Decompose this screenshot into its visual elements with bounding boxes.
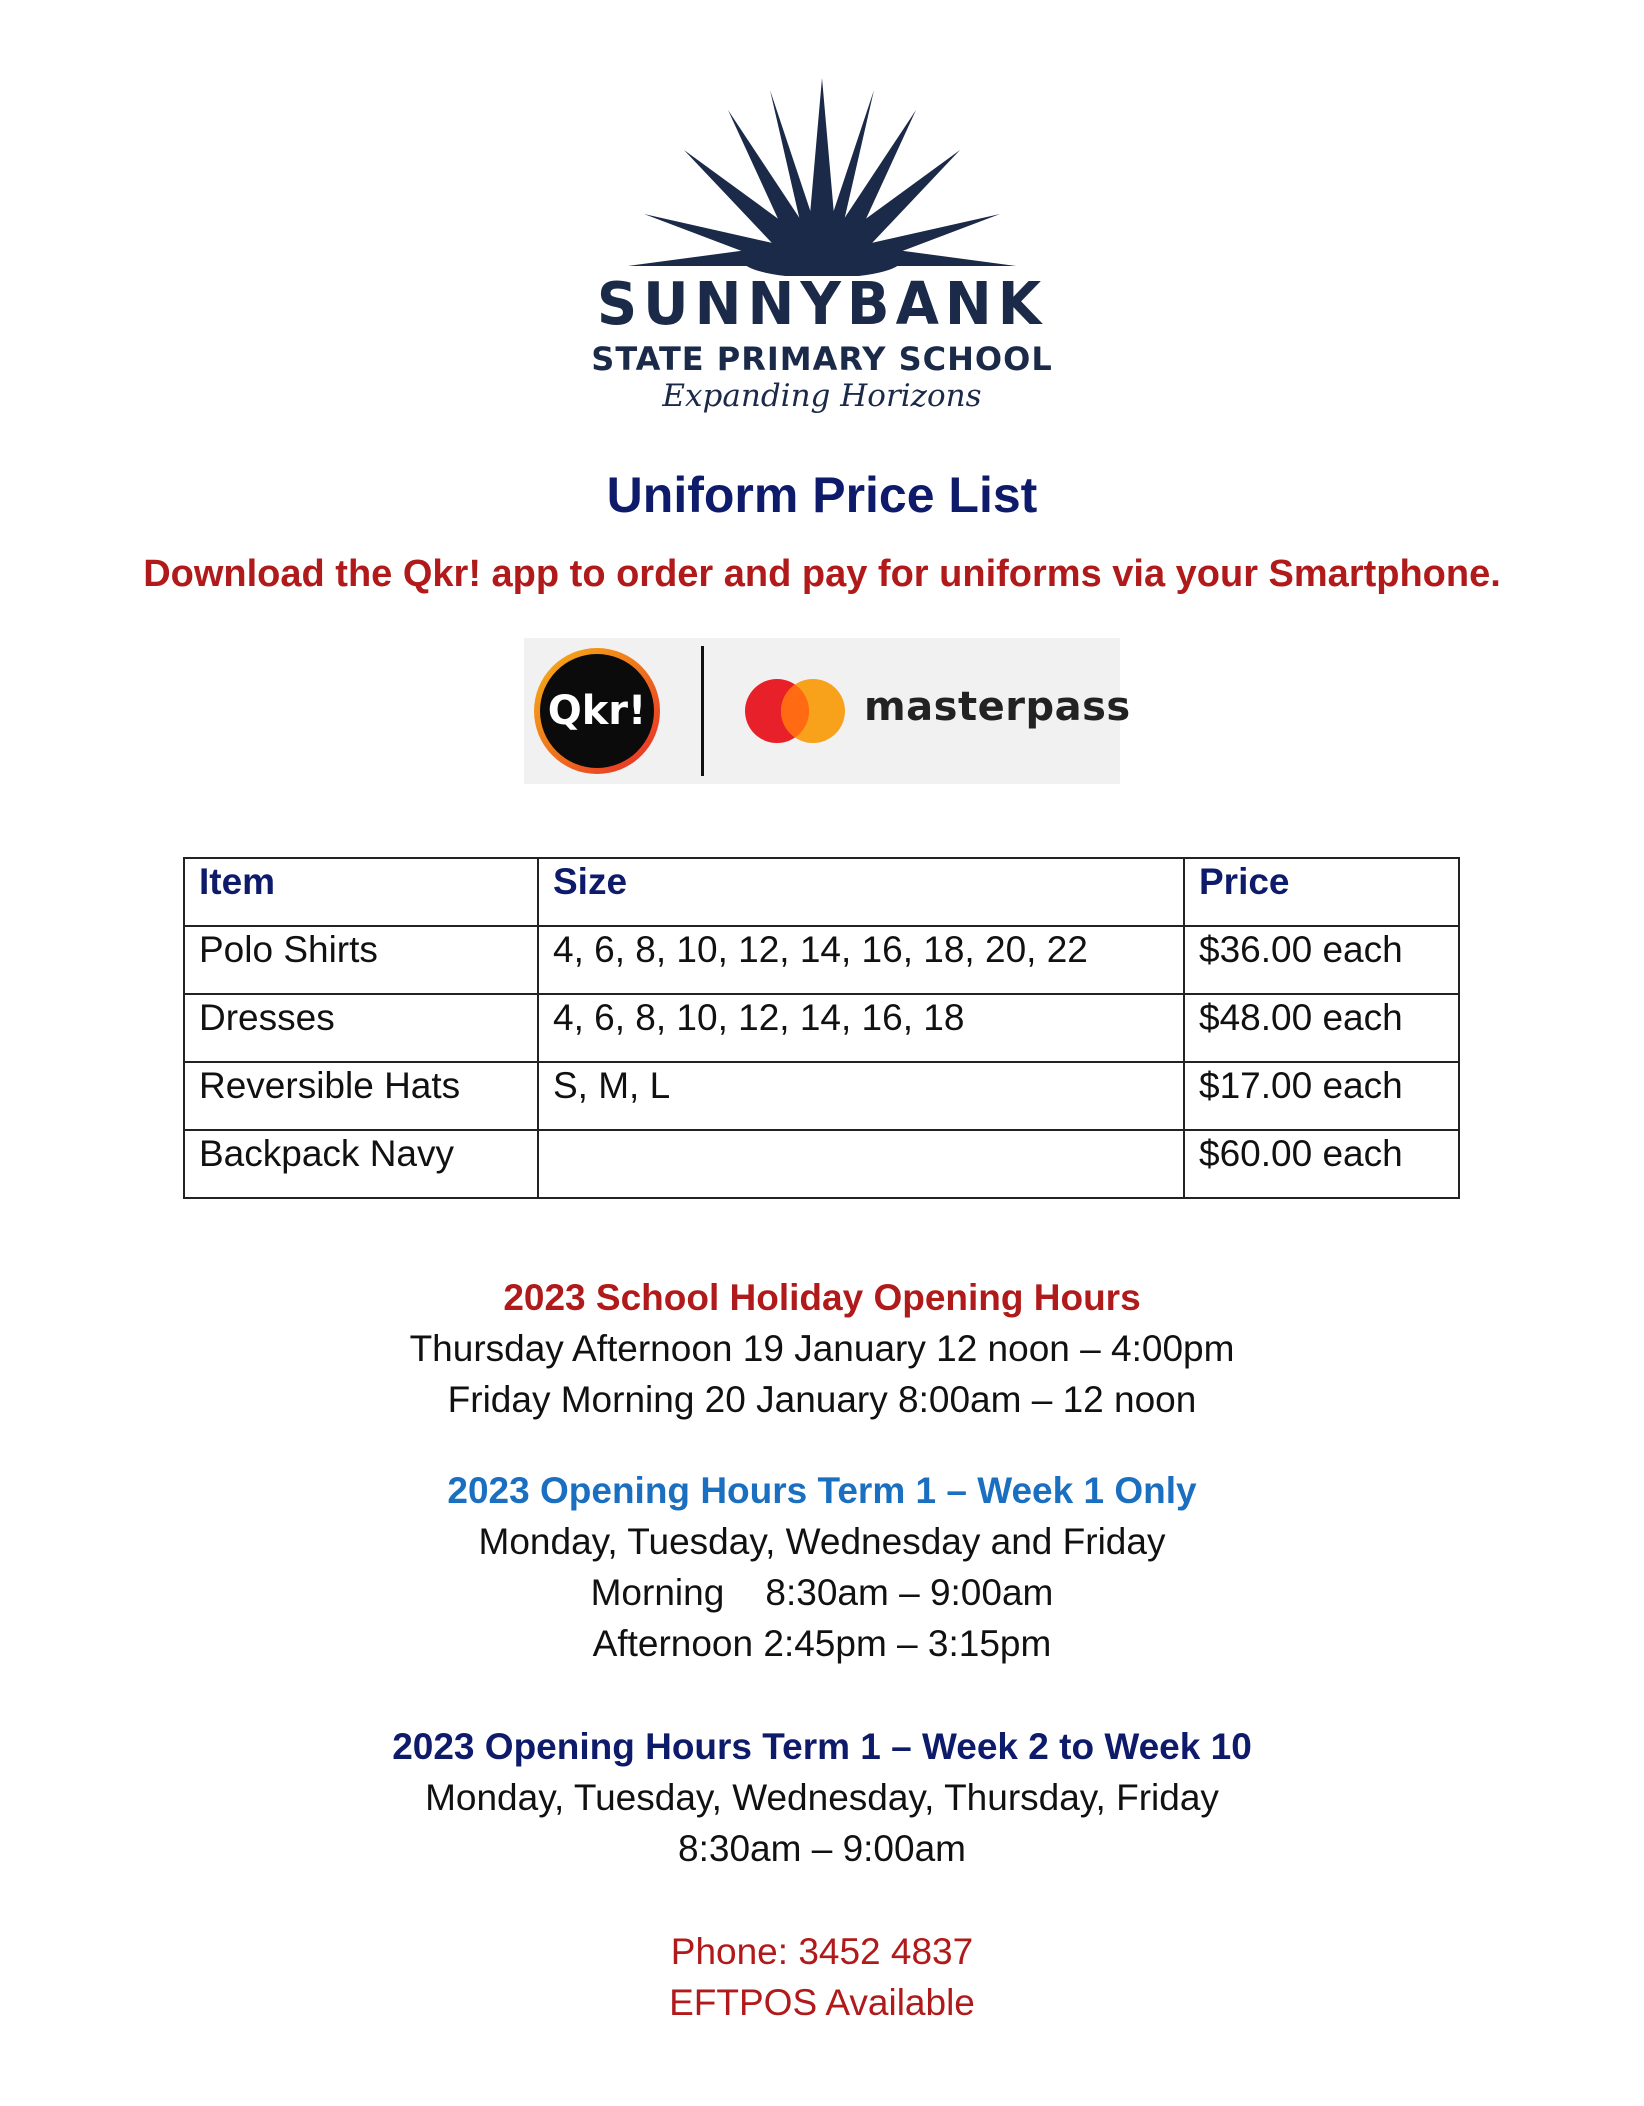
eftpos-note: EFTPOS Available [669, 1982, 975, 2023]
cell-price: $60.00 each [1184, 1130, 1459, 1198]
cell-item: Polo Shirts [184, 926, 538, 994]
term1-week2-10-section [0, 1721, 1644, 1874]
mastercard-icon [742, 676, 848, 746]
qkr-logo-label: Qkr! [540, 654, 654, 768]
school-logo [0, 0, 1644, 440]
table-header-row [184, 858, 1459, 926]
holiday-hours-line: Thursday Afternoon 19 January 12 noon – 4:00pm [409, 1328, 1235, 1369]
cell-size [538, 1130, 1184, 1198]
phone-number: Phone: 3452 4837 [670, 1931, 974, 1972]
term1-week1-section [0, 1465, 1644, 1669]
cell-size: 4, 6, 8, 10, 12, 14, 16, 18 [538, 994, 1184, 1062]
cell-price: $17.00 each [1184, 1062, 1459, 1130]
table-row [184, 1062, 1459, 1130]
contact-section [0, 1926, 1644, 2028]
table-row [184, 1130, 1459, 1198]
term1-week2-10-heading: 2023 Opening Hours Term 1 – Week 2 to Week 10 [392, 1726, 1252, 1767]
masterpass-label: masterpass [864, 684, 1131, 730]
school-name: SUNNYBANK [596, 270, 1048, 339]
cell-price: $36.00 each [1184, 926, 1459, 994]
cell-price: $48.00 each [1184, 994, 1459, 1062]
cell-size: S, M, L [538, 1062, 1184, 1130]
qkr-logo-icon [534, 648, 660, 774]
page-title: Uniform Price List [606, 467, 1038, 523]
price-table [183, 857, 1460, 1199]
cell-item: Backpack Navy [184, 1130, 538, 1198]
header-size: Size [538, 858, 1184, 926]
cell-item: Reversible Hats [184, 1062, 538, 1130]
term1-week1-heading: 2023 Opening Hours Term 1 – Week 1 Only [447, 1470, 1197, 1511]
holiday-hours-section [0, 1272, 1644, 1425]
header-item: Item [184, 858, 538, 926]
holiday-hours-heading: 2023 School Holiday Opening Hours [503, 1277, 1141, 1318]
cell-size: 4, 6, 8, 10, 12, 14, 16, 18, 20, 22 [538, 926, 1184, 994]
term1-week1-line: Monday, Tuesday, Wednesday and Friday [478, 1521, 1166, 1562]
term1-week2-10-line: Monday, Tuesday, Wednesday, Thursday, Friday [425, 1777, 1219, 1818]
school-subtitle: STATE PRIMARY SCHOOL [591, 340, 1053, 378]
holiday-hours-line: Friday Morning 20 January 8:00am – 12 noon [447, 1379, 1197, 1420]
sunburst-icon [620, 70, 1024, 276]
header-price: Price [1184, 858, 1459, 926]
banner-divider [701, 646, 704, 776]
term1-week1-line: Morning 8:30am – 9:00am [590, 1572, 1054, 1613]
table-row [184, 994, 1459, 1062]
school-tagline: Expanding Horizons [662, 378, 982, 414]
qkr-instruction: Download the Qkr! app to order and pay for uniforms via your Smartphone. [143, 553, 1501, 595]
table-row [184, 926, 1459, 994]
cell-item: Dresses [184, 994, 538, 1062]
term1-week1-line: Afternoon 2:45pm – 3:15pm [592, 1623, 1052, 1664]
payment-banner [524, 638, 1131, 784]
term1-week2-10-line: 8:30am – 9:00am [678, 1828, 966, 1869]
